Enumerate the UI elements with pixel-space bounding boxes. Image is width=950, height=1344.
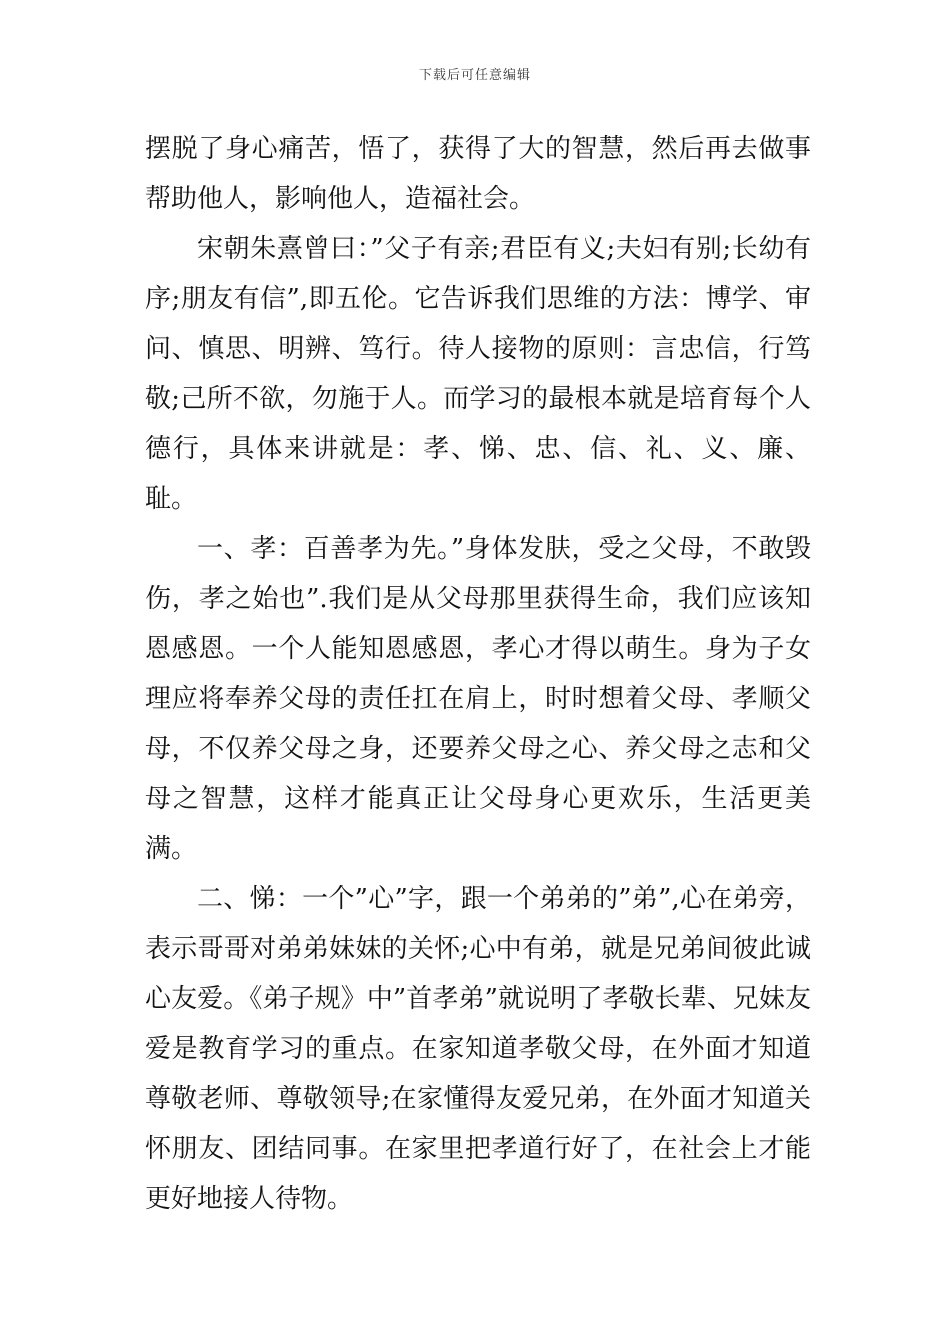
paragraph: 二、悌：一个”心”字，跟一个弟弟的”弟”,心在弟旁，表示哥哥对弟弟妹妹的关怀;心中有弟，就是兄弟间彼此诚心友爱。《弟子规》中”首孝弟”就说明了孝敬长辈、兄妹友爱是教育学习的重点。在家知道孝敬父母，在外面才知道尊敬老师、尊敬领导;在家懂得友爱兄弟，在外面才知道关怀朋友、团结同事。在家里把孝道行好了，在社会上才能更好地接人待物。: [145, 884, 811, 1214]
paragraph: 宋朝朱熹曾曰：”父子有亲;君臣有义;夫妇有别;长幼有序;朋友有信”,即五伦。它告诉我们思维的方法：博学、审问、慎思、明辨、笃行。待人接物的原则：言忠信，行笃敬;己所不欲，勿施于人。而学习的最根本就是培育每个人德行，具体来讲就是：孝、悌、忠、信、礼、义、廉、耻。: [145, 234, 811, 514]
paragraph: 一、孝：百善孝为先。”身体发肤，受之父母，不敢毁伤，孝之始也”.我们是从父母那里获得生命，我们应该知恩感恩。一个人能知恩感恩，孝心才得以萌生。身为子女理应将奉养父母的责任扛在肩上，时时想着父母、孝顺父母，不仅养父母之身，还要养父母之心、养父母之志和父母之智慧，这样才能真正让父母身心更欢乐，生活更美满。: [145, 534, 811, 864]
paragraph: 摆脱了身心痛苦，悟了，获得了大的智慧，然后再去做事帮助他人，影响他人，造福社会。: [145, 134, 811, 214]
document-body: [145, 124, 811, 1224]
page-header: 下载后可任意编辑: [418, 68, 531, 83]
